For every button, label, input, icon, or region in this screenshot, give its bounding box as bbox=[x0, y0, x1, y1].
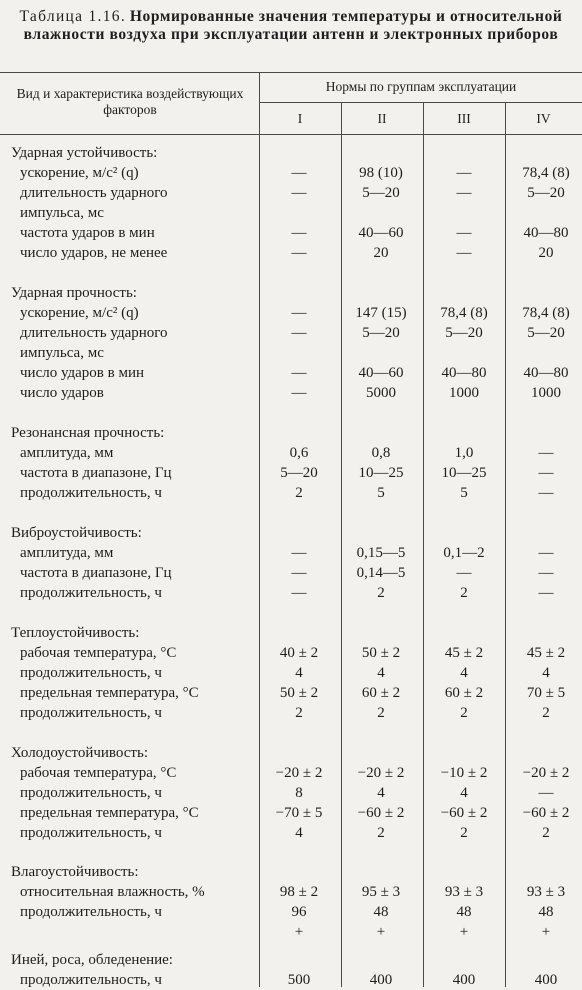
section-title: Ударная устойчивость: bbox=[11, 145, 158, 161]
section-title-row bbox=[0, 283, 582, 303]
value-cell-group-2: 0,8 bbox=[371, 444, 391, 461]
value-cell-group-2: 48 bbox=[373, 904, 389, 921]
value-cell-group-2: 2 bbox=[377, 584, 385, 601]
factor-label: предельная температура, °С bbox=[20, 804, 199, 821]
value-cell-group-1: — bbox=[291, 304, 307, 321]
table-row bbox=[0, 563, 582, 583]
table-row bbox=[0, 783, 582, 803]
value-cell-group-3: 93 ± 3 bbox=[444, 884, 484, 901]
header-group-1: I bbox=[297, 111, 303, 126]
value-cell-group-2: 40—60 bbox=[358, 364, 404, 381]
table-row bbox=[0, 343, 582, 363]
section-title-row bbox=[0, 423, 582, 443]
factor-label: число ударов bbox=[20, 384, 104, 401]
value-cell-group-2: 5000 bbox=[366, 384, 396, 401]
table-row bbox=[0, 303, 582, 323]
value-cell-group-3: 2 bbox=[460, 824, 468, 841]
value-cell-group-3: 1,0 bbox=[454, 444, 474, 461]
value-cell-group-2: 98 (10) bbox=[359, 165, 403, 181]
value-cell-group-1: −70 ± 5 bbox=[275, 804, 323, 821]
section-title: Иней, роса, обледенение: bbox=[11, 952, 173, 969]
value-cell-group-2: 400 bbox=[369, 972, 393, 989]
value-cell-group-2: 0,14—5 bbox=[356, 564, 406, 581]
value-cell-group-1: — bbox=[291, 544, 307, 561]
section-title: Холодоустойчивость: bbox=[11, 744, 148, 761]
value-cell-group-3: 78,4 (8) bbox=[440, 304, 488, 321]
value-cell-group-4: 1000 bbox=[531, 384, 561, 401]
header-group-rule bbox=[259, 102, 582, 103]
header-top-rule bbox=[0, 72, 582, 73]
value-cell-group-3: 2 bbox=[460, 584, 468, 601]
table-row bbox=[0, 882, 582, 902]
table-row bbox=[0, 583, 582, 603]
table-row bbox=[0, 643, 582, 663]
header-bottom-rule bbox=[0, 134, 582, 135]
factor-label: продолжительность, ч bbox=[20, 972, 162, 989]
table-row bbox=[0, 543, 582, 563]
value-cell-group-3: 400 bbox=[452, 972, 476, 989]
factor-label: относительная влажность, % bbox=[20, 884, 205, 901]
value-cell-group-3: 4 bbox=[460, 664, 468, 681]
value-cell-group-2: −20 ± 2 bbox=[357, 764, 405, 781]
factor-label: частота в диапазоне, Гц bbox=[20, 564, 172, 581]
section-title: Ударная прочность: bbox=[11, 284, 137, 301]
factor-label: продолжительность, ч bbox=[20, 704, 162, 721]
value-cell-group-1: 2 bbox=[295, 704, 303, 721]
value-cell-group-2: 40—60 bbox=[358, 225, 404, 241]
value-cell-group-4: 45 ± 2 bbox=[526, 644, 566, 661]
value-cell-group-1: 5—20 bbox=[280, 464, 318, 481]
factor-label: продолжительность, ч bbox=[20, 824, 162, 841]
factor-label: длительность ударного bbox=[20, 185, 168, 201]
section-title: Теплоустойчивость: bbox=[11, 624, 140, 641]
value-cell-group-3: 0,1—2 bbox=[443, 544, 485, 561]
section-title: Резонансная прочность: bbox=[11, 424, 165, 441]
value-cell-group-2: 20 bbox=[373, 245, 389, 261]
value-cell-group-1: 8 bbox=[295, 784, 303, 801]
value-cell-group-4: 70 ± 5 bbox=[526, 684, 566, 701]
table-row bbox=[0, 463, 582, 483]
value-cell-group-4: 2 bbox=[542, 824, 550, 841]
factor-label: импульса, мс bbox=[20, 344, 104, 361]
factor-label: ускорение, м/с² (q) bbox=[20, 165, 139, 181]
value-cell-group-2: 0,15—5 bbox=[356, 544, 406, 561]
factor-label: предельная температура, °С bbox=[20, 684, 199, 701]
value-cell-group-2: 5 bbox=[377, 484, 385, 501]
value-cell-group-3: 1000 bbox=[449, 384, 479, 401]
table-caption-label: Таблица 1.16. bbox=[19, 8, 126, 25]
value-cell-group-4: — bbox=[538, 484, 554, 501]
factor-label: продолжительность, ч bbox=[20, 784, 162, 801]
value-cell-group-4: 5—20 bbox=[527, 324, 565, 341]
value-cell-group-4: −20 ± 2 bbox=[522, 764, 570, 781]
value-cell-group-1: — bbox=[291, 165, 307, 181]
value-cell-group-1: 40 ± 2 bbox=[279, 644, 319, 661]
table-row bbox=[0, 970, 582, 990]
factor-label: число ударов, не менее bbox=[20, 245, 168, 261]
table-row bbox=[0, 203, 582, 223]
table-row bbox=[0, 163, 582, 183]
table-row bbox=[0, 763, 582, 783]
factor-label: ускорение, м/с² (q) bbox=[20, 304, 139, 321]
value-cell-group-1: 50 ± 2 bbox=[279, 684, 319, 701]
value-cell-group-3: 5—20 bbox=[445, 324, 483, 341]
value-cell-group-3: + bbox=[459, 924, 469, 941]
value-cell-group-3: 40—80 bbox=[441, 364, 487, 381]
value-cell-group-4: — bbox=[538, 564, 554, 581]
table-row bbox=[0, 443, 582, 463]
value-cell-group-4: 5—20 bbox=[527, 185, 565, 201]
table-row bbox=[0, 243, 582, 263]
value-cell-group-4: — bbox=[538, 464, 554, 481]
value-cell-group-4: 40—80 bbox=[523, 225, 569, 241]
value-cell-group-1: 96 bbox=[291, 904, 307, 921]
factor-label: продолжительность, ч bbox=[20, 484, 162, 501]
header-factor-column: Вид и характеристика воздействующих факторов bbox=[16, 86, 244, 117]
section-title-row bbox=[0, 950, 582, 970]
value-cell-group-3: 60 ± 2 bbox=[444, 684, 484, 701]
table-caption bbox=[4, 8, 578, 44]
value-cell-group-1: — bbox=[291, 364, 307, 381]
value-cell-group-4: 4 bbox=[542, 664, 550, 681]
value-cell-group-1: 2 bbox=[295, 484, 303, 501]
value-cell-group-3: −60 ± 2 bbox=[440, 804, 488, 821]
table-row bbox=[0, 183, 582, 203]
table-row bbox=[0, 363, 582, 383]
value-cell-group-2: 147 (15) bbox=[355, 304, 407, 321]
value-cell-group-4: 20 bbox=[538, 245, 554, 261]
value-cell-group-3: 48 bbox=[456, 904, 472, 921]
value-cell-group-1: — bbox=[291, 185, 307, 201]
value-cell-group-1: — bbox=[291, 324, 307, 341]
value-cell-group-4: + bbox=[541, 924, 551, 941]
factor-label: рабочая температура, °С bbox=[20, 644, 177, 661]
value-cell-group-1: — bbox=[291, 245, 307, 261]
value-cell-group-4: — bbox=[538, 784, 554, 801]
value-cell-group-4: 2 bbox=[542, 704, 550, 721]
table-row bbox=[0, 703, 582, 723]
value-cell-group-1: 0,6 bbox=[289, 444, 309, 461]
factor-label: амплитуда, мм bbox=[20, 444, 114, 461]
value-cell-group-3: — bbox=[456, 245, 472, 261]
value-cell-group-1: — bbox=[291, 384, 307, 401]
factor-label: импульса, мс bbox=[20, 205, 104, 221]
value-cell-group-3: 10—25 bbox=[441, 464, 487, 481]
value-cell-group-2: 5—20 bbox=[362, 185, 400, 201]
table-row bbox=[0, 383, 582, 403]
value-cell-group-3: 2 bbox=[460, 704, 468, 721]
table-row bbox=[0, 323, 582, 343]
value-cell-group-4: −60 ± 2 bbox=[522, 804, 570, 821]
value-cell-group-4: — bbox=[538, 584, 554, 601]
header-group-4: IV bbox=[536, 111, 551, 126]
factor-label: продолжительность, ч bbox=[20, 664, 162, 681]
value-cell-group-3: — bbox=[456, 225, 472, 241]
section-title: Влагоустойчивость: bbox=[11, 864, 139, 881]
value-cell-group-1: + bbox=[294, 924, 304, 941]
factor-label: длительность ударного bbox=[20, 324, 168, 341]
table-row bbox=[0, 483, 582, 503]
value-cell-group-3: — bbox=[456, 165, 472, 181]
value-cell-group-2: 4 bbox=[377, 784, 385, 801]
factor-label: частота ударов в мин bbox=[20, 225, 155, 241]
value-cell-group-3: — bbox=[456, 185, 472, 201]
value-cell-group-4: 40—80 bbox=[523, 364, 569, 381]
value-cell-group-1: 500 bbox=[287, 972, 311, 989]
value-cell-group-3: 4 bbox=[460, 784, 468, 801]
value-cell-group-1: — bbox=[291, 564, 307, 581]
header-group-2: II bbox=[377, 111, 387, 126]
value-cell-group-3: 45 ± 2 bbox=[444, 644, 484, 661]
value-cell-group-1: 4 bbox=[295, 824, 303, 841]
factor-label: амплитуда, мм bbox=[20, 544, 114, 561]
value-cell-group-2: 2 bbox=[377, 704, 385, 721]
factor-label: рабочая температура, °С bbox=[20, 764, 177, 781]
value-cell-group-4: 93 ± 3 bbox=[526, 884, 566, 901]
value-cell-group-1: 98 ± 2 bbox=[279, 884, 319, 901]
table-row bbox=[0, 683, 582, 703]
value-cell-group-2: 95 ± 3 bbox=[361, 884, 401, 901]
value-cell-group-2: 2 bbox=[377, 824, 385, 841]
table-caption-title: Нормированные значения температуры и относительной влажности воздуха при эксплуатации антенн и электронных приборов bbox=[23, 8, 563, 43]
value-cell-group-3: — bbox=[456, 564, 472, 581]
value-cell-group-4: — bbox=[538, 444, 554, 461]
value-cell-group-4: 78,4 (8) bbox=[522, 304, 570, 321]
value-cell-group-2: −60 ± 2 bbox=[357, 804, 405, 821]
value-cell-group-2: + bbox=[376, 924, 386, 941]
table-row bbox=[0, 663, 582, 683]
section-title-row bbox=[0, 862, 582, 882]
value-cell-group-3: 5 bbox=[460, 484, 468, 501]
factor-label: продолжительность, ч bbox=[20, 584, 162, 601]
header-norms-group: Нормы по группам эксплуатации bbox=[325, 79, 517, 94]
factor-label: число ударов в мин bbox=[20, 364, 145, 381]
value-cell-group-2: 4 bbox=[377, 664, 385, 681]
value-cell-group-4: 48 bbox=[538, 904, 554, 921]
value-cell-group-2: 60 ± 2 bbox=[361, 684, 401, 701]
section-title-row bbox=[0, 143, 582, 163]
section-title-row bbox=[0, 523, 582, 543]
value-cell-group-4: — bbox=[538, 544, 554, 561]
table-row bbox=[0, 823, 582, 843]
header-group-3: III bbox=[457, 111, 471, 126]
value-cell-group-1: 4 bbox=[295, 664, 303, 681]
section-title: Виброустойчивость: bbox=[11, 524, 142, 541]
factor-label: продолжительность, ч bbox=[20, 904, 162, 921]
section-title-row bbox=[0, 743, 582, 763]
value-cell-group-1: — bbox=[291, 225, 307, 241]
value-cell-group-4: 78,4 (8) bbox=[522, 165, 570, 181]
factor-label: частота в диапазоне, Гц bbox=[20, 464, 172, 481]
value-cell-group-4: 400 bbox=[534, 972, 558, 989]
table-row bbox=[0, 922, 582, 942]
value-cell-group-1: — bbox=[291, 584, 307, 601]
table-row bbox=[0, 803, 582, 823]
table-row bbox=[0, 223, 582, 243]
table-row bbox=[0, 902, 582, 922]
value-cell-group-1: −20 ± 2 bbox=[275, 764, 323, 781]
section-title-row bbox=[0, 623, 582, 643]
value-cell-group-3: −10 ± 2 bbox=[440, 764, 488, 781]
value-cell-group-2: 50 ± 2 bbox=[361, 644, 401, 661]
value-cell-group-2: 5—20 bbox=[362, 324, 400, 341]
value-cell-group-2: 10—25 bbox=[358, 464, 404, 481]
